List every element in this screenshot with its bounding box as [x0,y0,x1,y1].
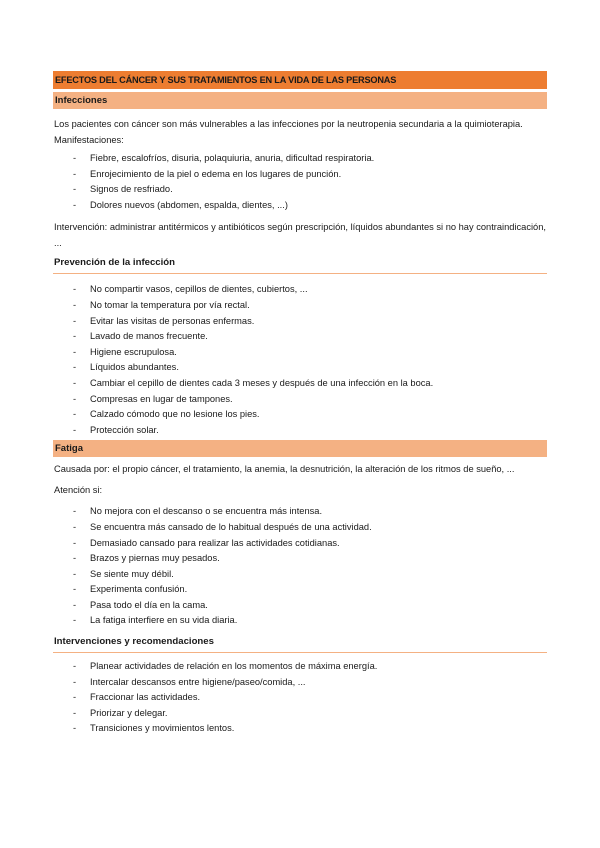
list-item: - Planear actividades de relación en los momentos de máxima energía. [53,659,547,675]
document-title: EFECTOS DEL CÁNCER Y SUS TRATAMIENTOS EN LA VIDA DE LAS PERSONAS [53,71,547,89]
dash-marker: - [73,362,77,373]
dash-marker: - [73,284,77,295]
dash-marker: - [73,153,77,163]
fatiga-causada: Causada por: el propio cáncer, el tratamiento, la anemia, la desnutrición, la alteración de los ritmos de sueño, ... [54,464,515,475]
dash-marker: - [73,615,77,626]
infecciones-intro: Los pacientes con cáncer son más vulnerables a las infecciones por la neutropenia secundaria a la quimioterapia. Manifestaciones: [54,119,523,145]
list-item: - La fatiga interfiere en su vida diaria. [53,613,547,629]
document-page [53,71,547,737]
dash-marker: - [73,393,77,404]
dash-marker: - [73,506,77,517]
list-item: - Brazos y piernas muy pesados. [53,551,547,567]
list-item: - No tomar la temperatura por vía rectal. [53,298,547,314]
list-item: - Priorizar y delegar. [53,706,547,722]
section-heading-fatiga: Fatiga [53,440,547,457]
dash-marker: - [73,377,77,388]
list-item: - Fraccionar las actividades. [53,690,547,706]
list-item: - Transiciones y movimientos lentos. [53,721,547,737]
atencion-list [53,504,547,629]
list-item: - Demasiado cansado para realizar las actividades cotidianas. [53,536,547,552]
dash-marker: - [73,424,77,435]
dash-marker: - [73,723,77,734]
intervenciones-heading: Intervenciones y recomendaciones [53,635,547,653]
list-item: - Intercalar descansos entre higiene/paseo/comida, ... [53,675,547,691]
dash-marker: - [73,692,77,703]
section-heading-infecciones: Infecciones [53,92,547,109]
list-item: - Protección solar. [53,423,547,439]
dash-marker: - [73,584,77,595]
intervenciones-list [53,659,547,737]
dash-marker: - [73,331,77,342]
list-item: - Compresas en lugar de tampones. [53,392,547,408]
list-item: - Calzado cómodo que no lesione los pies. [53,407,547,423]
list-item: - No compartir vasos, cepillos de dientes, cubiertos, ... [53,282,547,298]
dash-marker: - [73,184,77,195]
dash-marker: - [73,661,77,672]
list-item: - Pasa todo el día en la cama. [53,598,547,614]
dash-marker: - [73,315,77,326]
list-item: - Higiene escrupulosa. [53,345,547,361]
list-item: - Evitar las visitas de personas enfermas. [53,314,547,330]
manifestaciones-list [53,151,547,213]
dash-marker: - [73,568,77,579]
dash-marker: - [73,299,77,310]
dash-marker: - [73,199,77,210]
list-item: - Signos de resfriado. [53,182,547,198]
list-item: - Lavado de manos frecuente. [53,329,547,345]
dash-marker: - [73,599,77,610]
dash-marker: - [73,537,77,548]
dash-marker: - [73,346,77,357]
list-item: - Se encuentra más cansado de lo habitual después de una actividad. [53,520,547,536]
list-item: - No mejora con el descanso o se encuentra más intensa. [53,504,547,520]
list-item: - Cambiar el cepillo de dientes cada 3 meses y después de una infección en la boca. [53,376,547,392]
dash-marker: - [73,409,77,420]
atencion-heading: Atención si: [54,485,103,496]
list-item: - Enrojecimiento de la piel o edema en los lugares de punción. [53,167,547,183]
dash-marker: - [73,521,77,532]
intervencion-text: Intervención: administrar antitérmicos y antibióticos según prescripción, líquidos abundantes si no hay contraindicación, ... [54,222,546,249]
dash-marker: - [73,707,77,718]
list-item: - Experimenta confusión. [53,582,547,598]
dash-marker: - [73,168,77,179]
list-item: - Líquidos abundantes. [53,360,547,376]
prevencion-heading: Prevención de la infección [53,256,547,274]
list-item: - Se siente muy débil. [53,567,547,583]
dash-marker: - [73,553,77,564]
prevencion-list [53,282,547,438]
list-item: - Fiebre, escalofríos, disuria, polaquiuria, anuria, dificultad respiratoria. [53,151,547,167]
dash-marker: - [73,676,77,687]
list-item: - Dolores nuevos (abdomen, espalda, dientes, ...) [53,198,547,214]
